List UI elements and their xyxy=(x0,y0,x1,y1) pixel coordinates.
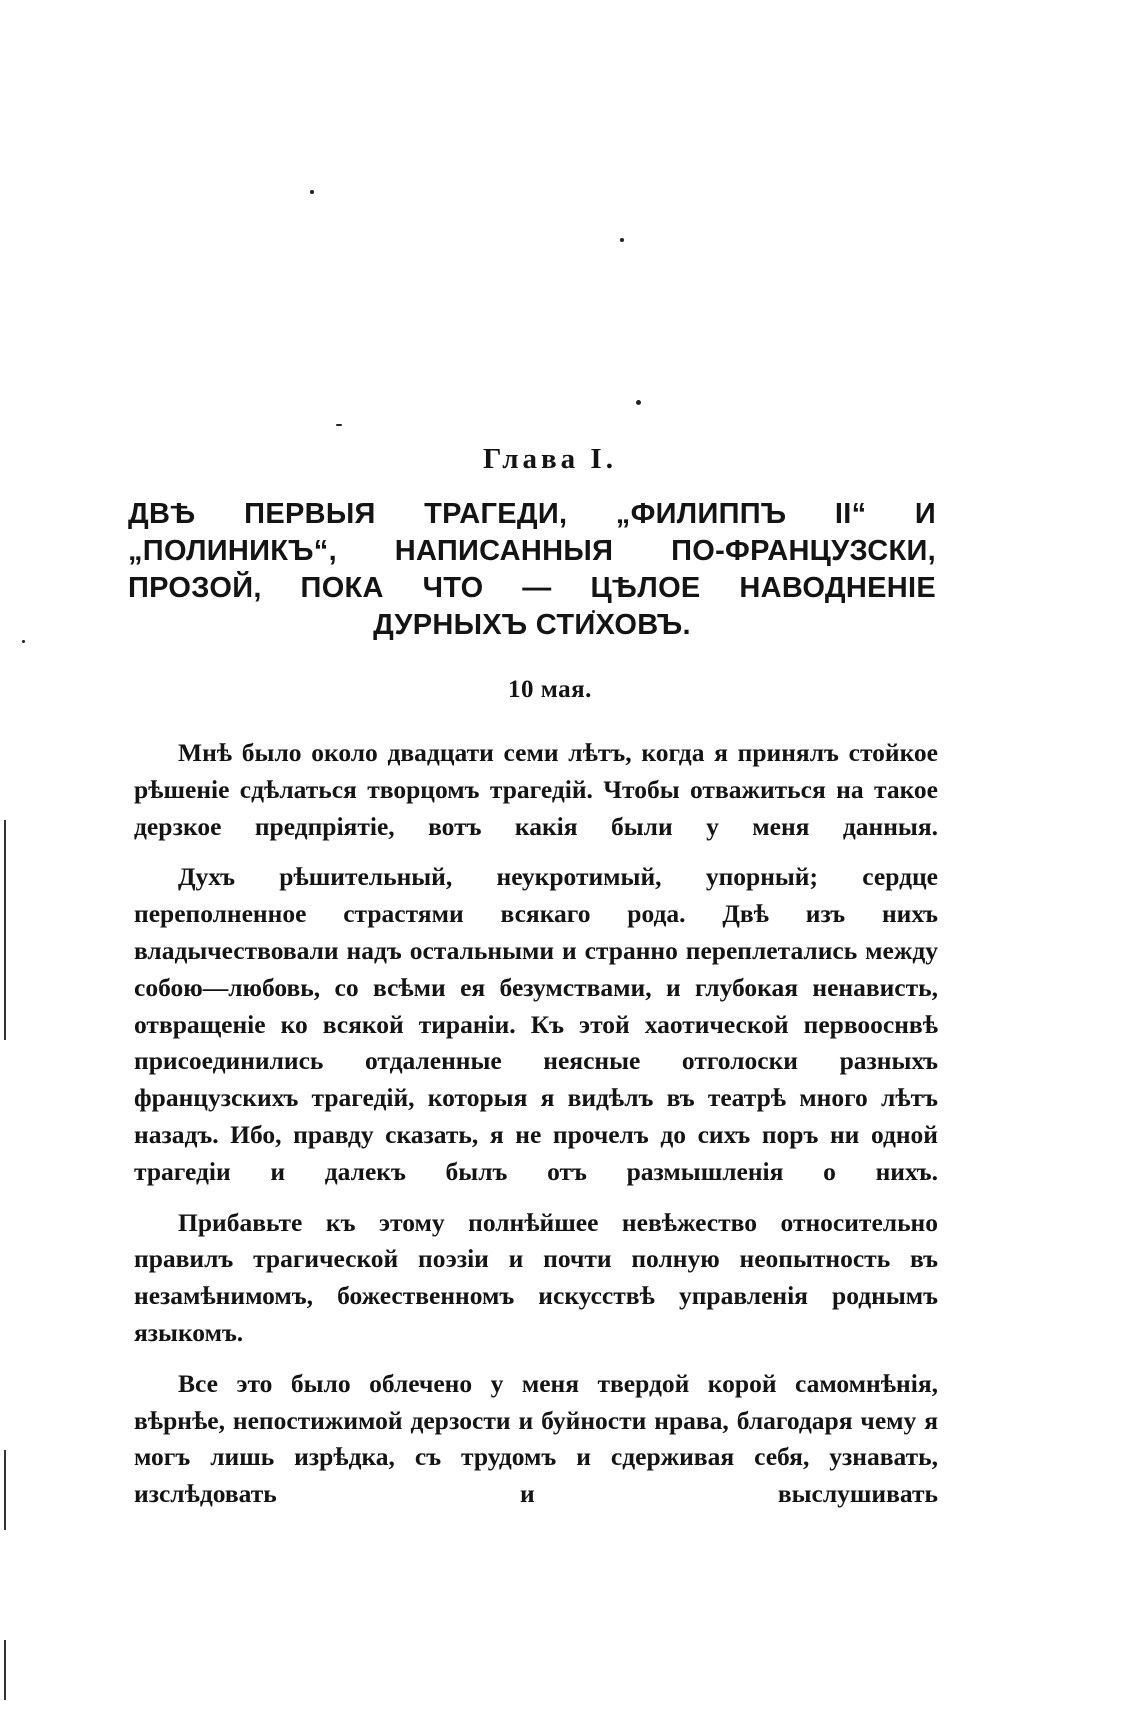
chapter-label: Глава I. xyxy=(483,443,617,475)
body-text xyxy=(134,735,938,1527)
paragraph: Прибавьте къ этому полнѣйшее невѣжество относительно правилъ трагической поэзіи и почти полную неопытность въ незамѣнимомъ, божественномъ искусствѣ управленія роднымъ языкомъ. xyxy=(134,1207,938,1347)
scan-speck xyxy=(636,400,641,405)
scan-speck xyxy=(22,640,25,643)
chapter-title: ДВѢ ПЕРВЫЯ ТРАГЕДИ, „ФИЛИППЪ II“ И „ПОЛИНИКЪ“, НАПИСАННЫЯ ПО-ФРАНЦУЗСКИ, ПРОЗОЙ, ПОКА ЧТО — ЦѢЛОЕ НАВОДНЕНІЕ ДУРНЫХЪ СТИХОВЪ. xyxy=(128,498,936,641)
paragraph: Мнѣ было около двадцати семи лѣтъ, когда я принялъ стойкое рѣшеніе сдѣлаться творцомъ трагедій. Чтобы отважиться на такое дерзкое предпріятіе, вотъ какія были у меня данныя. xyxy=(134,738,938,841)
scan-speck xyxy=(620,238,624,242)
scan-margin-line xyxy=(4,1450,6,1530)
scan-margin-line xyxy=(4,820,6,1040)
scan-speck xyxy=(336,424,342,426)
paragraph: Все это было облечено у меня твердой корой самомнѣнія, вѣрнѣе, непостижимой дерзости и буйности нрава, благодаря чему я могъ лишь изрѣдка, съ трудомъ и сдерживая себя, узнавать, изслѣдовать и выслушивать xyxy=(134,1368,938,1509)
paragraph: Духъ рѣшительный, неукротимый, упорный; сердце переполненное страстями всякаго рода. Двѣ изъ нихъ владычествовали надъ остальными и странно переплетались между собою—любовь, со всѣми ея безумствами, и глубокая ненависть, отвращеніе ко всякой тираніи. Къ этой хаотической первооснвѣ присоединились отдаленные неясные отголоски разныхъ французскихъ трагедій, которыя я видѣлъ въ театрѣ много лѣтъ назадъ. Ибо, правду сказать, я не прочелъ до сихъ поръ ни одной трагедіи и далекъ былъ отъ размышленія о нихъ. xyxy=(134,862,938,1186)
scan-speck xyxy=(310,190,314,194)
scan-margin-line xyxy=(4,1640,6,1700)
entry-date: 10 мая. xyxy=(508,676,592,703)
